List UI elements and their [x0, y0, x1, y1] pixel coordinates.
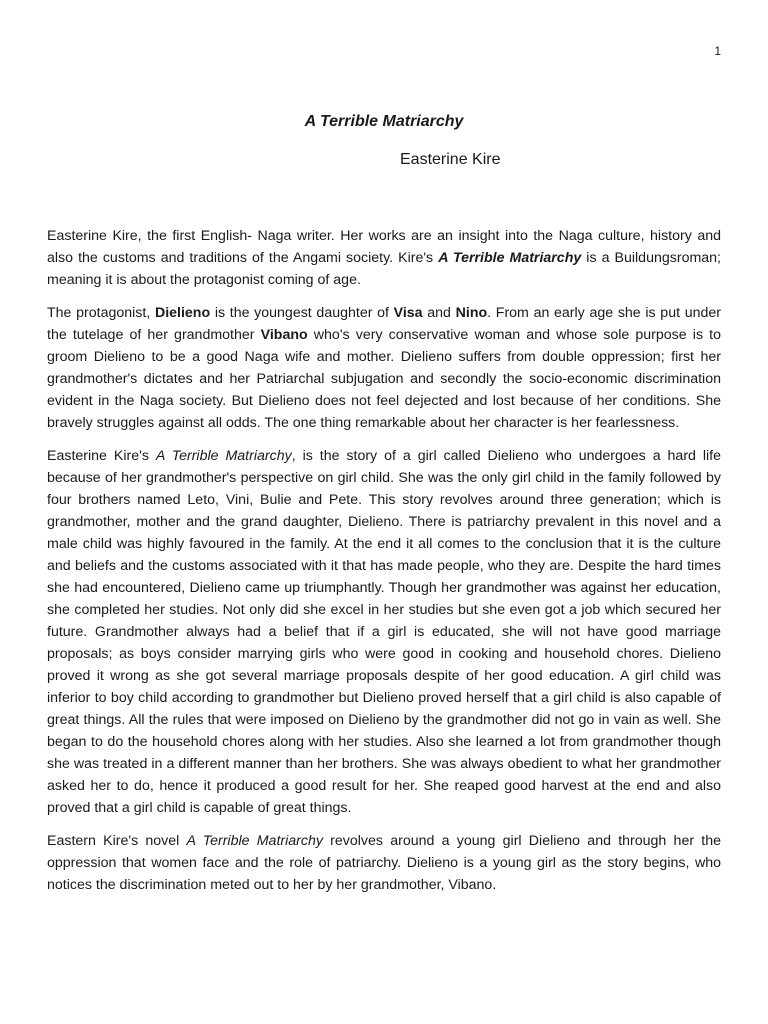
- paragraph-3-book-title: A Terrible Matriarchy: [155, 448, 292, 464]
- document-body: [47, 225, 721, 907]
- paragraph-2-name-nino: Nino: [455, 305, 488, 321]
- paragraph-4: [47, 830, 721, 896]
- paragraph-2-name-vibano: Vibano: [260, 327, 308, 343]
- paragraph-3: [47, 445, 721, 819]
- paragraph-4-text-b: revolves around a young girl Dielieno and through her the oppression that women face and the role of patriarchy. Dielieno is a young girl as the story begins, who notices the discrimination meted out to her by her grandmother, Vibano.: [47, 833, 722, 893]
- page-number: 1: [714, 44, 721, 58]
- paragraph-4-book-title: A Terrible Matriarchy: [186, 833, 323, 849]
- document-author: Easterine Kire: [400, 151, 501, 168]
- paragraph-2-name-dielieno: Dielieno: [154, 305, 211, 321]
- paragraph-3-text-a: Easterine Kire's: [47, 448, 156, 464]
- paragraph-3-text-b: , is the story of a girl called Dielieno who undergoes a hard life because of her grandmother's perspective on girl child. She was the only girl child in the family followed by four brothers named Leto, Vini, Bulie and Pete. This story revolves around three generation; which is grandmother, mother and the grand daughter, Dielieno. There is patriarchy prevalent in this novel and a male child was highly favoured in the family. At the end it all comes to the conclusion that it is the culture and beliefs and the customs associated with it that has made people, who they are. Despite the hard times she had encountered, Dielieno came up triumphantly. Though her grandmother was against her education, she completed her studies. Not only did she excel in her studies but she even got a job which secured her future. Grandmother always had a belief that if a girl is educated, she will not have good marriage proposals; as boys consider marrying girls who were good in cooking and household chores. Dielieno proved it wrong as she got several marriage proposals despite of her good education. A girl child was inferior to boy child according to grandmother but Dielieno proved herself that a girl child is also capable of great things. All the rules that were imposed on Dielieno by the grandmother did not go in vain as well. She began to do the household chores along with her studies. Also she learned a lot from grandmother though she was treated in a different manner than her brothers. She was always obedient to what her grandmother asked her to do, hence it produced a good result for her. She reaped good harvest at the end and also proved that a girl child is capable of great things.: [47, 448, 722, 816]
- paragraph-2-text-d: . From an early age she is put under the tutelage of her grandmother: [47, 305, 721, 343]
- paragraph-2-text-b: is the youngest daughter of: [210, 305, 394, 321]
- paragraph-2: [47, 302, 721, 434]
- paragraph-1: [47, 225, 721, 291]
- paragraph-2-text-e: who's very conservative woman and whose sole purpose is to groom Dielieno to be a good Naga wife and mother. Dielieno suffers from double oppression; first her grandmother's dictates and her Patriarchal subjugation and secondly the socio-economic discrimination evident in the Naga society. But Dielieno does not feel dejected and lost because of her conditions. She bravely struggles against all odds. The one thing remarkable about her character is her fearlessness.: [47, 327, 721, 431]
- paragraph-2-text-a: The protagonist,: [47, 305, 155, 321]
- paragraph-4-text-a: Eastern Kire's novel: [47, 833, 187, 849]
- document-title: A Terrible Matriarchy: [304, 113, 464, 130]
- paragraph-1-text-a: Easterine Kire, the first English- Naga writer. Her works are an insight into the Naga culture, history and also the customs and traditions of the Angami society. Kire's: [47, 228, 721, 266]
- paragraph-1-text-b: is a Buildungsroman; meaning it is about the protagonist coming of age.: [47, 250, 721, 288]
- paragraph-2-name-visa: Visa: [393, 305, 423, 321]
- paragraph-2-text-c: and: [422, 305, 456, 321]
- paragraph-1-book-title: A Terrible Matriarchy: [438, 250, 582, 266]
